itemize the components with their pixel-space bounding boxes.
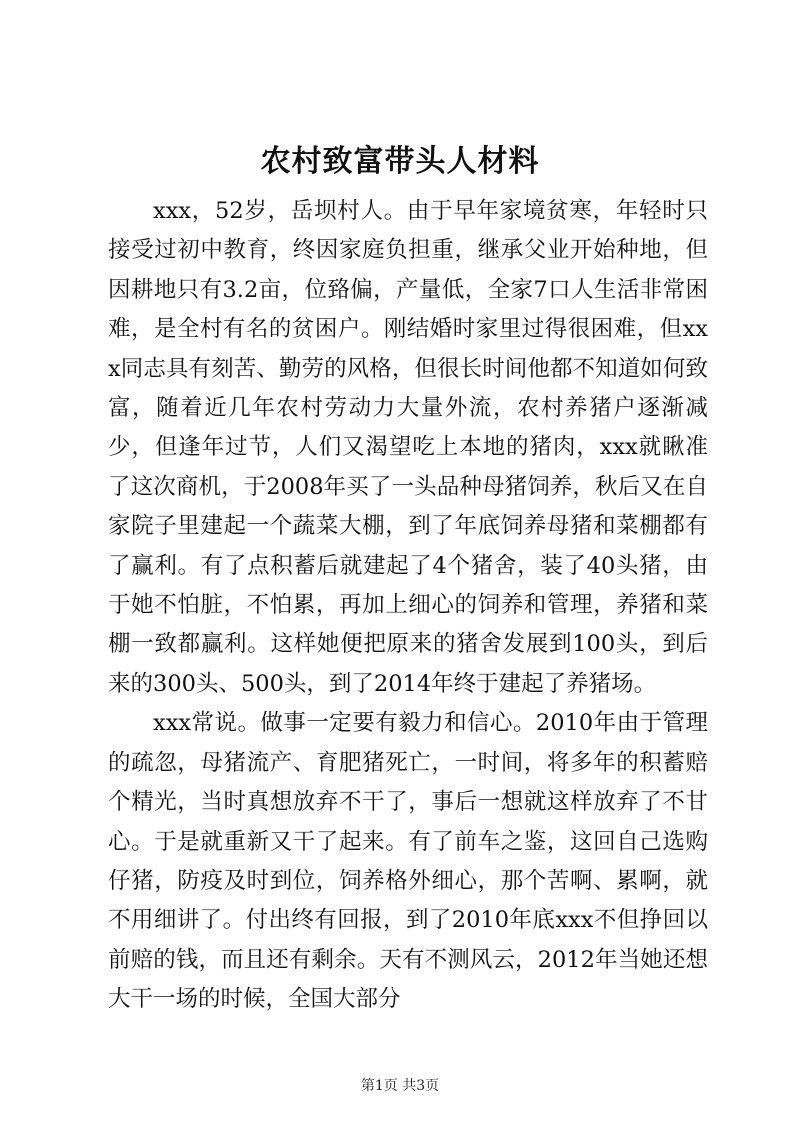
paragraph: xxx，52岁，岳坝村人。由于早年家境贫寒，年轻时只接受过初中教育，终因家庭负担重，继承父业开始种地，但因耕地只有3.2亩，位臵偏，产量低，全家7口人生活非常困难，是全村有名的贫困户。刚结婚时家里过得很困难，但xxx同志具有刻苦、勤劳的风格，但很长时间他都不知道如何致富，随着近几年农村劳动力大量外流，农村养猪户逐渐减少，但逢年过节，人们又渴望吃上本地的猪肉，xxx就瞅准了这次商机，于2008年买了一头品种母猪饲养，秋后又在自家院子里建起一个蔬菜大棚，到了年底饲养母猪和菜棚都有了赢利。有了点积蓄后就建起了4个猪舍，装了40头猪，由于她不怕脏，不怕累，再加上细心的饲养和管理，养猪和菜棚一致都赢利。这样她便把原来的猪舍发展到100头，到后来的300头、500头，到了2014年终于建起了养猪场。 xyxy=(108,198,708,697)
paragraph: xxx常说。做事一定要有毅力和信心。2010年由于管理的疏忽，母猪流产、育肥猪死亡，一时间，将多年的积蓄赔个精光，当时真想放弃不干了，事后一想就这样放弃了不甘心。于是就重新又干了起来。有了前车之鉴，这回自己选购仔猪，防疫及时到位，饲养格外细心，那个苦啊、累啊，就不用细讲了。付出终有回报，到了2010年底xxx不但挣回以前赔的钱，而且还有剩余。天有不测风云，2012年当她还想大干一场的时候，全国大部分 xyxy=(108,710,708,1013)
page-number: 第1页 共3页 xyxy=(360,1078,440,1094)
document-body xyxy=(108,192,708,1020)
document-title: 农村致富带头人材料 xyxy=(260,144,540,179)
